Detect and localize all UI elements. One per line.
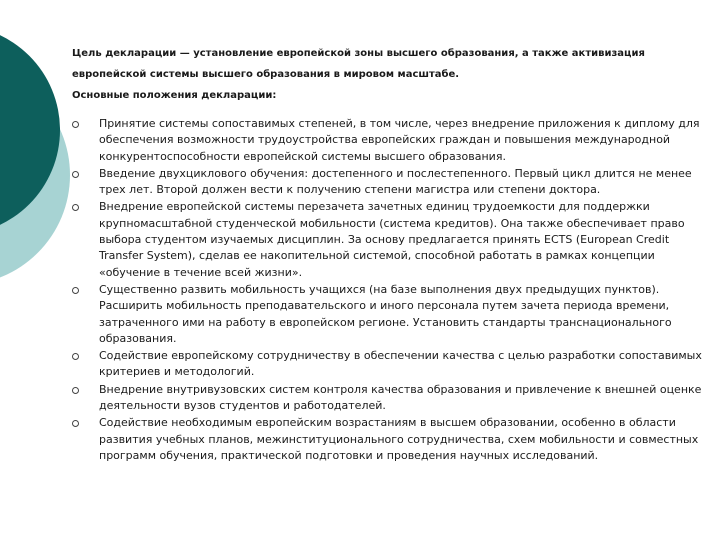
circle-bullet-icon — [72, 387, 79, 394]
circle-bullet-icon — [72, 171, 79, 178]
list-item — [72, 415, 714, 464]
list-item — [72, 199, 714, 280]
circle-bullet-icon — [72, 420, 79, 427]
list-item — [72, 166, 714, 199]
list-item-text: Содействие европейскому сотрудничеству в обеспечении качества с целью разработки сопоставимых критериев и методологий. — [99, 349, 702, 379]
intro-block — [72, 43, 712, 106]
list-item — [72, 348, 714, 381]
circle-bullet-icon — [72, 353, 79, 360]
list-item — [72, 116, 714, 165]
circle-bullet-icon — [72, 287, 79, 294]
declaration-provisions-heading: Основные положения декларации: — [72, 90, 277, 101]
list-item — [72, 382, 714, 415]
list-item-text: Содействие необходимым европейским возрастаниям в высшем образовании, особенно в области развития учебных планов, межинституционального сотрудничества, схем мобильности и совместных программ обучения, практической подготовки и проведения научных исследований. — [99, 416, 699, 462]
provisions-list — [72, 116, 714, 465]
list-item-text: Принятие системы сопоставимых степеней, в том числе, через внедрение приложения к диплому для обеспечения возможности трудоустройства европейских граждан и повышения международной конкурентоспособности европейской системы высшего образования. — [99, 117, 700, 163]
list-item-text: Введение двухциклового обучения: достепенного и послестепенного. Первый цикл длится не менее трех лет. Второй должен вести к получению степени магистра или степени доктора. — [99, 166, 692, 197]
list-item-text: Существенно развить мобильность учащихся (на базе выполнения двух предыдущих пунктов). Расширить мобильность преподавательского и иного персонала путем зачета периода времени, затраченного ими на работу в европейском регионе. Установить стандарты транснационального образования. — [99, 282, 672, 345]
circle-bullet-icon — [72, 204, 79, 211]
list-item — [72, 282, 714, 347]
decorative-circles — [0, 0, 70, 300]
declaration-goal-text: Цель декларации — установление европейской зоны высшего образования, а также активизация европейской системы высшего образования в мировом масштабе. — [72, 48, 645, 80]
circle-bullet-icon — [72, 121, 79, 128]
list-item-text: Внедрение европейской системы перезачета зачетных единиц трудоемкости для поддержки крупномасштабной студенческой мобильности (система кредитов). Она также обеспечивает право выбора студентом изучаемых дисциплин. За основу предлагается принять ECTS (European Credit Transfer System), сделав ее накопительной системой, способной работать в рамках концепции «обучение в течение всей жизни». — [99, 200, 685, 279]
list-item-text: Внедрение внутривузовских систем контроля качества образования и привлечение к внешней оценке деятельности вузов студентов и работодателей. — [99, 382, 702, 413]
